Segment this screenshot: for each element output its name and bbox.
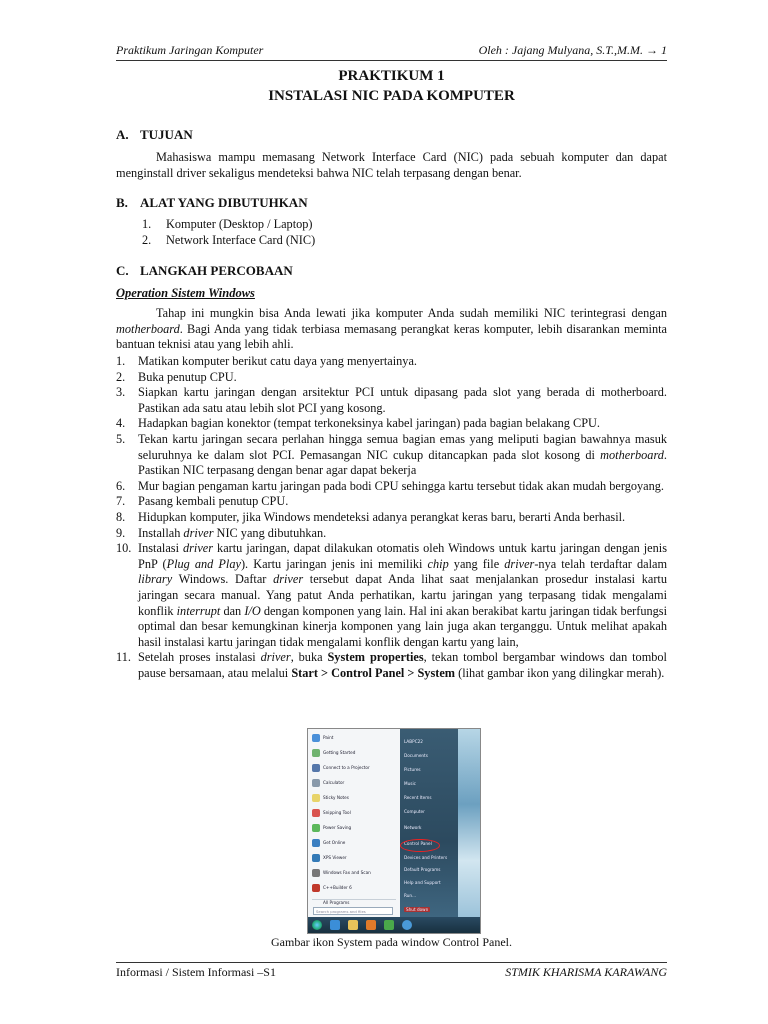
program-label: Get Online [323, 840, 346, 845]
start-menu-link[interactable]: Network [404, 825, 422, 830]
page-header [116, 40, 667, 61]
list-item-text: Pasang kembali penutup CPU. [138, 494, 289, 509]
list-item-emphasis: motherboard [600, 447, 664, 462]
list-item [116, 510, 667, 526]
page-footer [116, 962, 667, 983]
doc-title-line2: INSTALASI NIC PADA KOMPUTER [268, 88, 515, 104]
list-item-emphasis: driver [182, 541, 214, 556]
doc-title-line1: PRAKTIKUM 1 [338, 68, 445, 84]
section-a-number: A. [116, 127, 129, 142]
list-item-emphasis: driver [504, 556, 535, 571]
list-item-number: 2. [116, 369, 126, 384]
list-item-emphasis: driver [183, 525, 214, 540]
program-label: C++Builder 6 [323, 885, 352, 890]
list-item-number: 9. [116, 525, 126, 540]
taskbar [308, 917, 480, 933]
intro-emphasis: motherboard [116, 321, 180, 336]
section-c-intro [116, 306, 667, 353]
browser-icon[interactable] [402, 920, 412, 930]
list-item [142, 217, 542, 233]
list-item-strong: Start > Control Panel > System [291, 665, 456, 680]
list-item [116, 479, 667, 495]
start-menu-program[interactable] [312, 838, 396, 849]
list-item-text: Komputer (Desktop / Laptop) [166, 217, 313, 231]
program-icon [312, 809, 320, 817]
list-item-emphasis: chip [427, 556, 449, 571]
list-item-number: 11. [116, 650, 131, 665]
list-item-emphasis: I/O [244, 603, 261, 618]
list-item-text: Matikan komputer berikut catu daya yang menyertainya. [138, 354, 417, 368]
list-item-number: 7. [116, 494, 126, 509]
list-item-number: 10. [116, 541, 132, 556]
list-item-emphasis: driver [260, 650, 291, 665]
app-icon[interactable] [384, 920, 394, 930]
list-item-text: (lihat gambar ikon yang dilingkar merah). [455, 665, 665, 680]
list-item-number: 6. [116, 478, 126, 493]
section-c-heading [116, 263, 293, 279]
start-menu-link[interactable]: LABPC22 [404, 739, 423, 744]
list-item-number: 8. [116, 509, 126, 524]
program-label: XPS Viewer [323, 855, 347, 860]
list-item [142, 233, 542, 249]
list-item-number: 4. [116, 416, 126, 431]
program-icon [312, 869, 320, 877]
start-menu-program[interactable] [312, 793, 396, 804]
footer-program: Informasi / Sistem Informasi –S1 [116, 965, 276, 979]
list-item-emphasis: interrupt [176, 603, 221, 618]
program-label: Snipping Tool [323, 810, 351, 815]
list-item-text: . Pastikan NIC terpasang dengan benar agar dapat bekerja [138, 447, 667, 478]
list-item-emphasis: driver [273, 572, 304, 587]
list-item-text: kartu jaringan, dapat dilakukan otomatis oleh Windows untuk kartu jaringan dengan jenis PnP ( [138, 541, 667, 571]
section-c-title: LANGKAH PERCOBAAN [140, 263, 293, 278]
list-item [116, 494, 667, 510]
intro-text: Tahap ini mungkin bisa Anda lewati jika komputer Anda sudah memiliki NIC terintegrasi dengan [156, 306, 667, 320]
section-a-title: TUJUAN [140, 127, 193, 142]
program-label: Getting Started [323, 750, 356, 755]
section-c-subtitle: Operation Sistem Windows [116, 286, 255, 300]
footer-institution: STMIK KHARISMA KARAWANG [505, 965, 667, 979]
list-item-number: 3. [116, 385, 126, 400]
list-item-number: 5. [116, 431, 126, 446]
program-label: Windows Fax and Scan [323, 870, 371, 875]
start-menu-link[interactable]: Pictures [404, 767, 421, 772]
highlight-circle [400, 839, 440, 852]
program-icon [312, 839, 320, 847]
start-menu-program[interactable] [312, 868, 396, 879]
program-label: Power Saving [323, 825, 352, 830]
steps-list [116, 354, 667, 681]
all-programs-button[interactable] [312, 900, 396, 907]
start-menu-program[interactable] [312, 808, 396, 819]
list-item-emphasis: Plug and Play [166, 556, 241, 571]
list-item-text: yang file [448, 556, 505, 571]
list-item-text: , buka [290, 650, 328, 665]
list-item-text: -nya telah terdaftar dalam [534, 556, 668, 571]
start-menu-link[interactable]: Documents [404, 753, 428, 758]
list-item-text: dengan komponen yang lain. Hal ini akan berakibat kartu jaringan tidak berfungsi optimal dan besar kemungkinan kinerja komponen yang lain juga akan terganggu. Untuk melihat apakah hasil instalasi kartu jaringan tidak mengalami konflik dengan kartu yang lain, [138, 603, 667, 649]
list-item-text: , tekan tombol bergambar windows dan tombol pause bersamaan, atau melalui [138, 650, 667, 680]
program-icon [312, 749, 320, 757]
list-item-text: Buka penutup CPU. [138, 369, 237, 384]
control-panel-link[interactable]: Control Panel [404, 841, 432, 846]
program-icon [312, 779, 320, 787]
desktop-wallpaper [458, 729, 480, 917]
list-item [116, 370, 667, 386]
list-item-text: Hidupkan komputer, jika Windows mendeteksi adanya perangkat keras baru, berarti Anda berhasil. [138, 509, 626, 524]
list-item [116, 354, 667, 370]
start-menu-program[interactable] [312, 823, 396, 834]
start-menu-link[interactable]: Run... [404, 893, 417, 898]
start-menu-link[interactable]: Default Programs [404, 867, 441, 872]
list-item-text: Installah [138, 525, 184, 540]
folder-icon[interactable] [348, 920, 358, 930]
list-item-text: Instalasi [138, 541, 183, 556]
list-item-text: Tekan kartu jaringan secara perlahan hingga semua bagian emas yang meliputi bagian bawahnya masuk seluruhnya ke dalam slot PCI. Pemasangan NIC cukup ditancapkan pada slot kosong di [138, 431, 667, 462]
list-item-text: tersebut dapat Anda lihat saat menjalankan prosedur instalasi kartu jaringan secara manual. Yang patut Anda perhatikan, kartu jaringan yang terpasang tidak mengalami konflik [138, 572, 667, 618]
header-author: Oleh : Jajang Mulyana, S.T.,M.M. → 1 [478, 43, 667, 57]
all-programs-label: All Programs [323, 900, 350, 905]
section-b-title: ALAT YANG DIBUTUHKAN [140, 195, 308, 210]
header-course: Praktikum Jaringan Komputer [116, 43, 264, 57]
list-item-number: 2. [142, 232, 152, 247]
start-menu-screenshot [307, 728, 481, 934]
section-a-text: Mahasiswa mampu memasang Network Interface Card (NIC) pada sebuah komputer dan dapat menginstall driver sekaligus mendeteksi bahwa NIC telah terpasang dengan benar. [116, 150, 667, 180]
list-item-text: Windows. Daftar [172, 572, 274, 587]
section-c-number: C. [116, 263, 129, 278]
shutdown-button[interactable]: Shut down [406, 907, 429, 912]
list-item-number: 1. [116, 354, 126, 368]
section-b-number: B. [116, 195, 128, 210]
start-menu-link[interactable]: Computer [404, 809, 425, 814]
program-icon [312, 734, 320, 742]
list-item-number: 1. [142, 217, 152, 231]
start-menu-link[interactable]: Music [404, 781, 416, 786]
start-menu-program[interactable] [312, 748, 396, 759]
list-item-text: NIC yang dibutuhkan. [213, 525, 327, 540]
list-item [116, 432, 667, 479]
start-menu-link[interactable]: Help and Support [404, 880, 441, 885]
list-item-emphasis: library [138, 572, 173, 587]
section-a-heading [116, 127, 193, 143]
ie-icon[interactable] [330, 920, 340, 930]
list-item-text: Network Interface Card (NIC) [166, 232, 316, 247]
start-menu-program[interactable] [312, 853, 396, 864]
start-menu-program[interactable] [312, 778, 396, 789]
tools-list [142, 217, 542, 248]
list-item-text: Setelah proses instalasi [138, 650, 261, 665]
list-item-strong: System properties [327, 650, 424, 665]
list-item [116, 526, 667, 542]
list-item-text: ). Kartu jaringan jenis ini memiliki [240, 556, 428, 571]
figure-caption: Gambar ikon System pada window Control Panel. [271, 935, 512, 949]
program-label: Paint [323, 735, 334, 740]
list-item-text: Siapkan kartu jaringan dengan arsitektur PCI untuk dipasang pada slot yang berada di motherboard. Pastikan ada satu atau lebih slot PCI yang kosong. [138, 385, 667, 415]
list-item [116, 385, 667, 416]
start-menu-link[interactable]: Recent Items [404, 795, 432, 800]
program-icon [312, 884, 320, 892]
program-label: Connect to a Projector [323, 765, 370, 770]
intro-text: . Bagi Anda yang tidak terbiasa memasang perangkat keras komputer, lebih disarankan meminta bantuan teknisi atau yang lebih ahli. [116, 321, 667, 352]
list-item [116, 541, 667, 650]
program-icon [312, 854, 320, 862]
program-label: Calculator [323, 780, 345, 785]
start-menu-program[interactable] [312, 733, 396, 744]
start-orb-icon[interactable] [312, 920, 322, 930]
list-item-text: dan [220, 603, 245, 618]
media-player-icon[interactable] [366, 920, 376, 930]
list-item-text: Mur bagian pengaman kartu jaringan pada bodi CPU sehingga kartu tersebut tidak akan mudah bergoyang. [138, 478, 665, 493]
program-label: Sticky Notes [323, 795, 349, 800]
start-menu-program[interactable] [312, 763, 396, 774]
section-b-heading [116, 195, 308, 211]
list-item-text: Hadapkan bagian konektor (tempat terkoneksinya kabel jaringan) pada bagian belakang CPU. [138, 416, 600, 431]
list-item [116, 650, 667, 681]
list-item [116, 416, 667, 432]
program-icon [312, 764, 320, 772]
start-menu-link[interactable]: Devices and Printers [404, 855, 448, 860]
program-icon [312, 824, 320, 832]
start-search-input[interactable]: Search programs and files [313, 907, 393, 915]
start-menu-program[interactable] [312, 883, 396, 894]
program-icon [312, 794, 320, 802]
